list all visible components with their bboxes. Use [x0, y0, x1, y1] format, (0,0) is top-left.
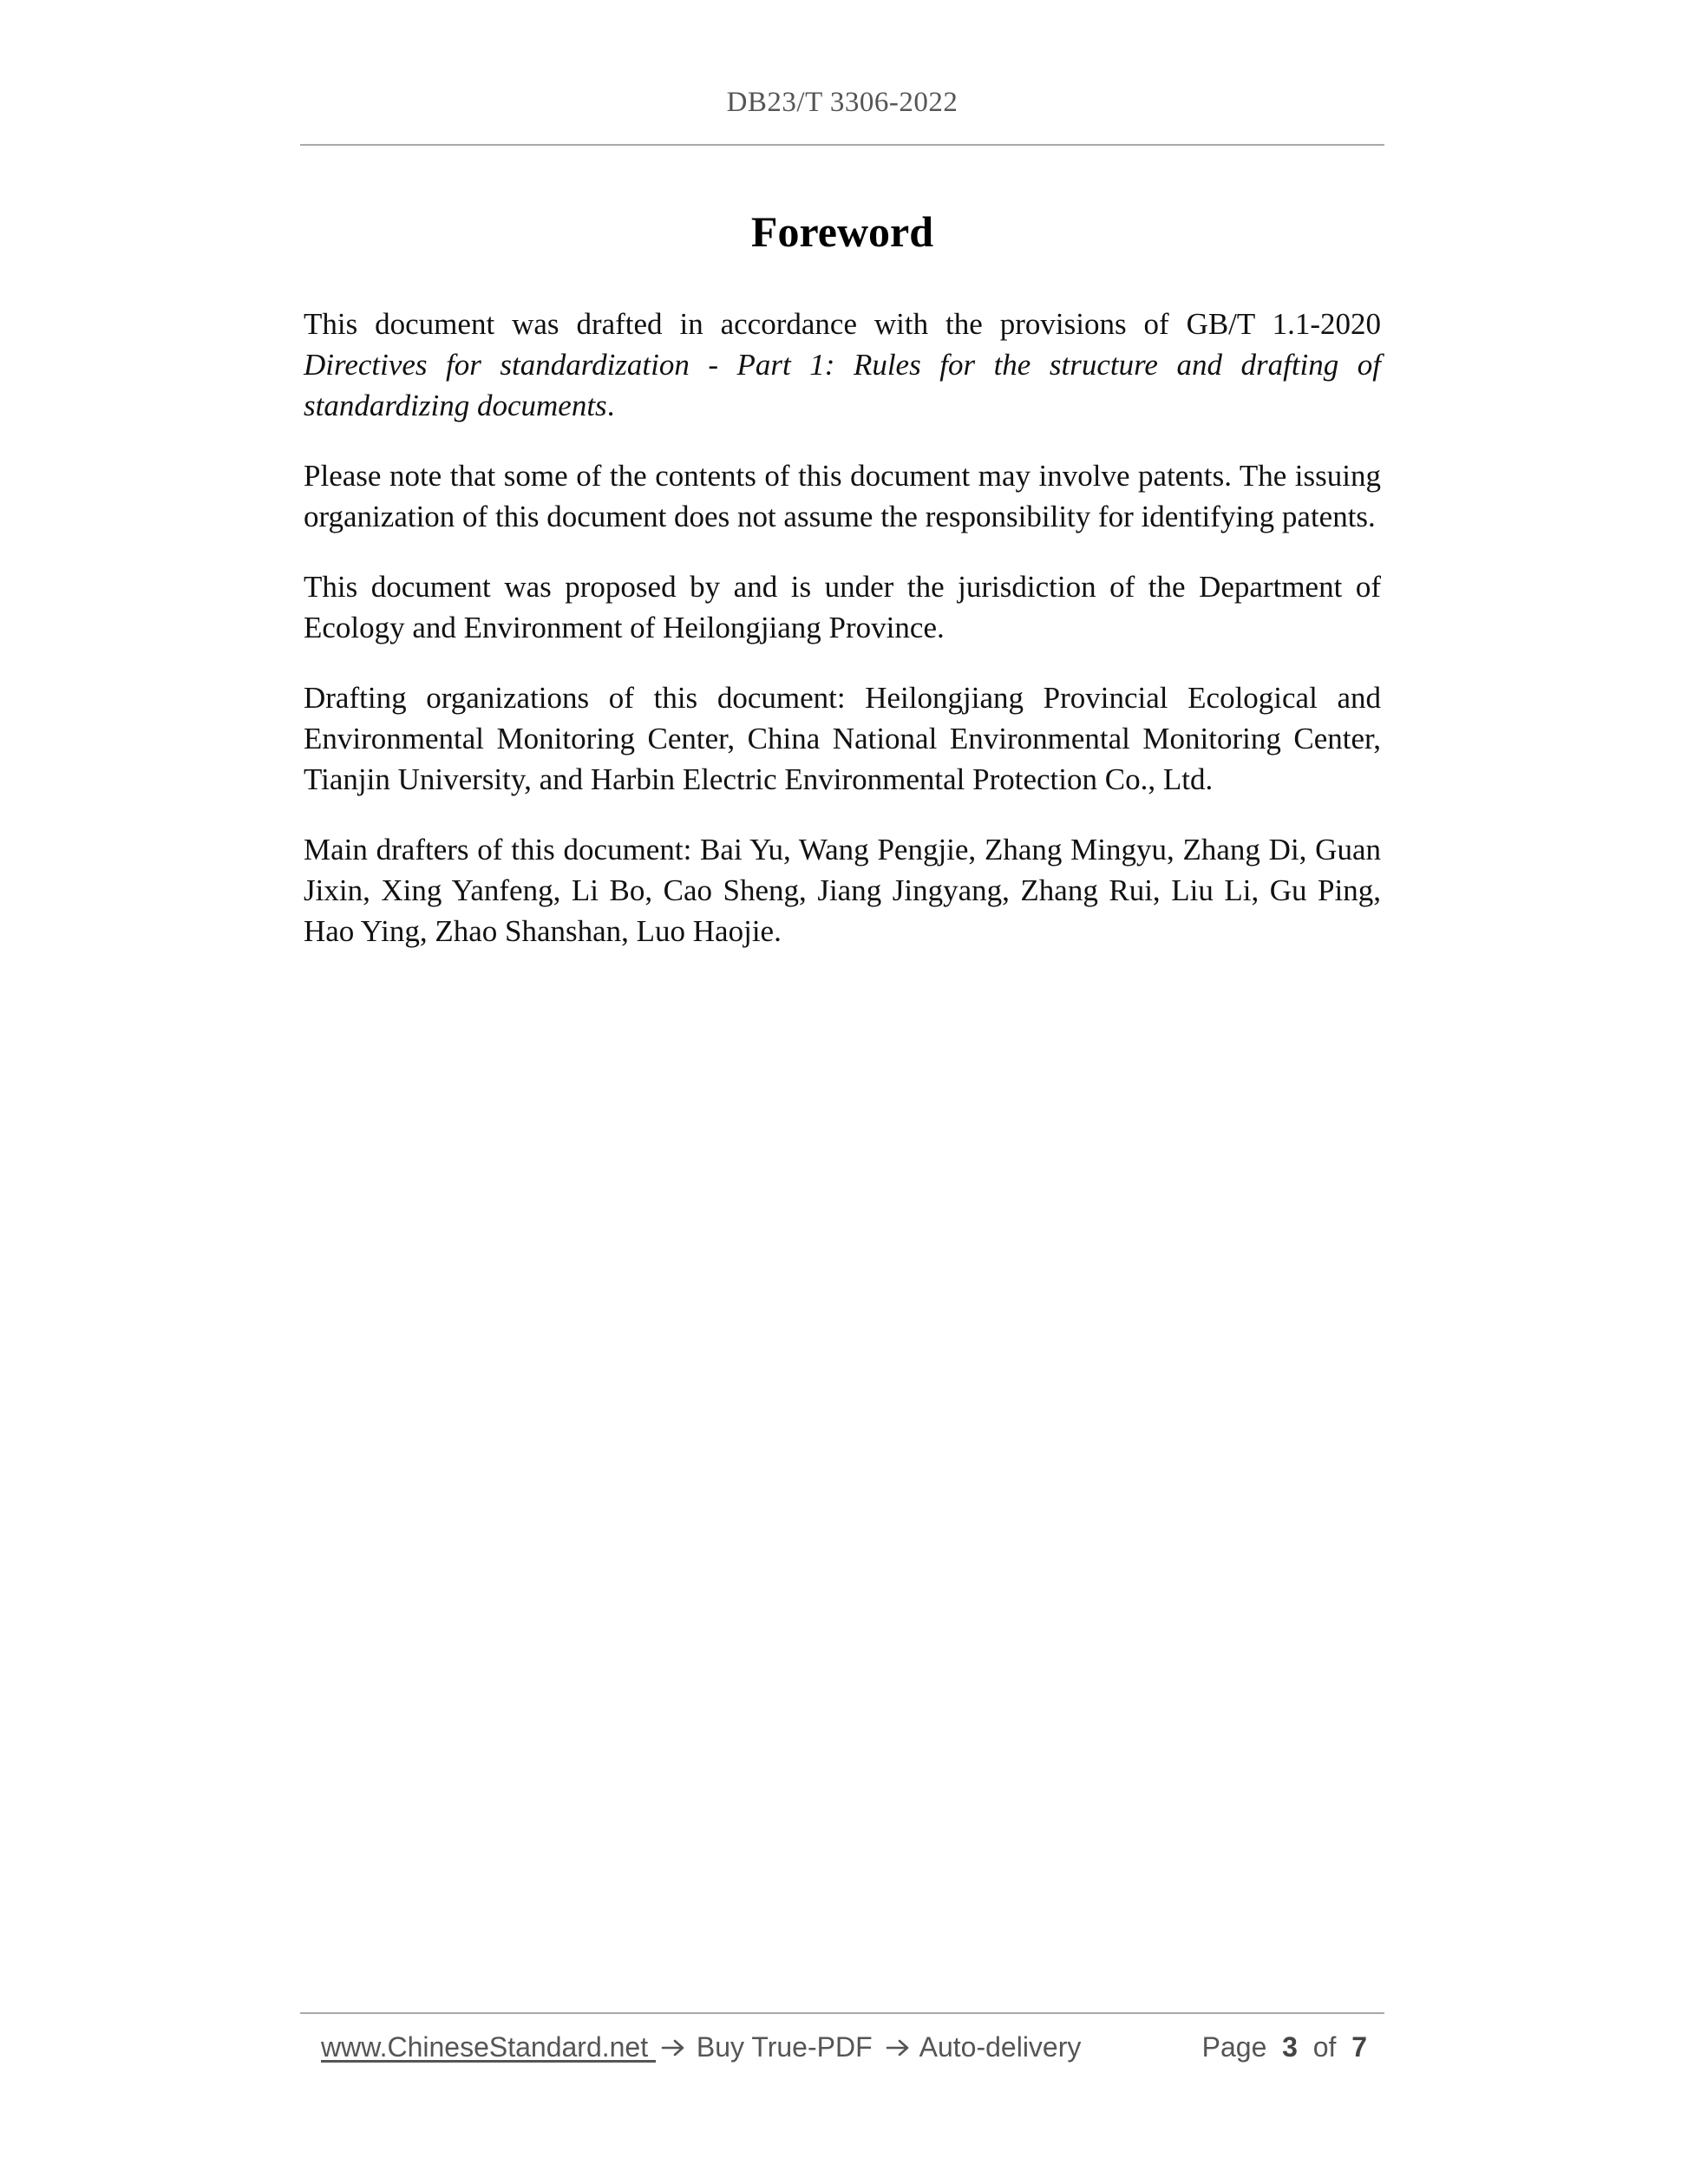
page-footer — [321, 2028, 1371, 2066]
header-divider — [300, 144, 1384, 146]
paragraph-drafting-basis — [304, 304, 1381, 426]
buy-true-pdf-text: Buy True-PDF — [689, 2031, 880, 2063]
page-label: Page — [1201, 2031, 1267, 2063]
page-title: Foreword — [750, 207, 934, 256]
paragraph-drafting-basis-intro: This document was drafted in accordance with the provisions of GB/T 1.1-2020 — [304, 307, 1381, 341]
footer-divider — [300, 2012, 1384, 2014]
paragraph-drafting-basis-end: . — [606, 389, 615, 422]
footer-promo — [321, 2028, 1081, 2066]
document-number-header: DB23/T 3306-2022 — [726, 87, 958, 118]
arrow-right-icon — [886, 2037, 912, 2058]
total-page-count: 7 — [1351, 2031, 1367, 2063]
paragraph-main-drafters: Main drafters of this document: Bai Yu, Wang Pengjie, Zhang Mingyu, Zhang Di, Guan Jixin, Xing Yanfeng, Li Bo, Cao Sheng, Jiang Jingyang, Zhang Rui, Liu Li, Gu Ping, Hao Ying, Zhao Shanshan, Luo Haojie. — [304, 833, 1381, 948]
standard-title-italic: Directives for standardization - Part 1: Rules for the structure and drafting of standardizing documents — [304, 348, 1381, 422]
page-indicator — [1202, 2028, 1367, 2066]
chinesestandard-link[interactable]: www.ChineseStandard.net — [321, 2031, 656, 2063]
auto-delivery-text: Auto-delivery — [913, 2031, 1082, 2063]
of-label: of — [1312, 2031, 1337, 2063]
paragraph-patent-notice: Please note that some of the contents of this document may involve patents. The issuing organization of this document does not assume the responsibility for identifying patents. — [304, 459, 1381, 533]
foreword-body — [304, 304, 1381, 981]
paragraph-jurisdiction: This document was proposed by and is under the jurisdiction of the Department of Ecology and Environment of Heilongjiang Province. — [304, 570, 1381, 644]
current-page-number: 3 — [1282, 2031, 1298, 2063]
paragraph-drafting-organizations: Drafting organizations of this document: Heilongjiang Provincial Ecological and Environmental Monitoring Center, China National Environmental Monitoring Center, Tianjin University, and Harbin Electric Environmental Protection Co., Ltd. — [304, 681, 1381, 796]
arrow-right-icon — [661, 2037, 687, 2058]
